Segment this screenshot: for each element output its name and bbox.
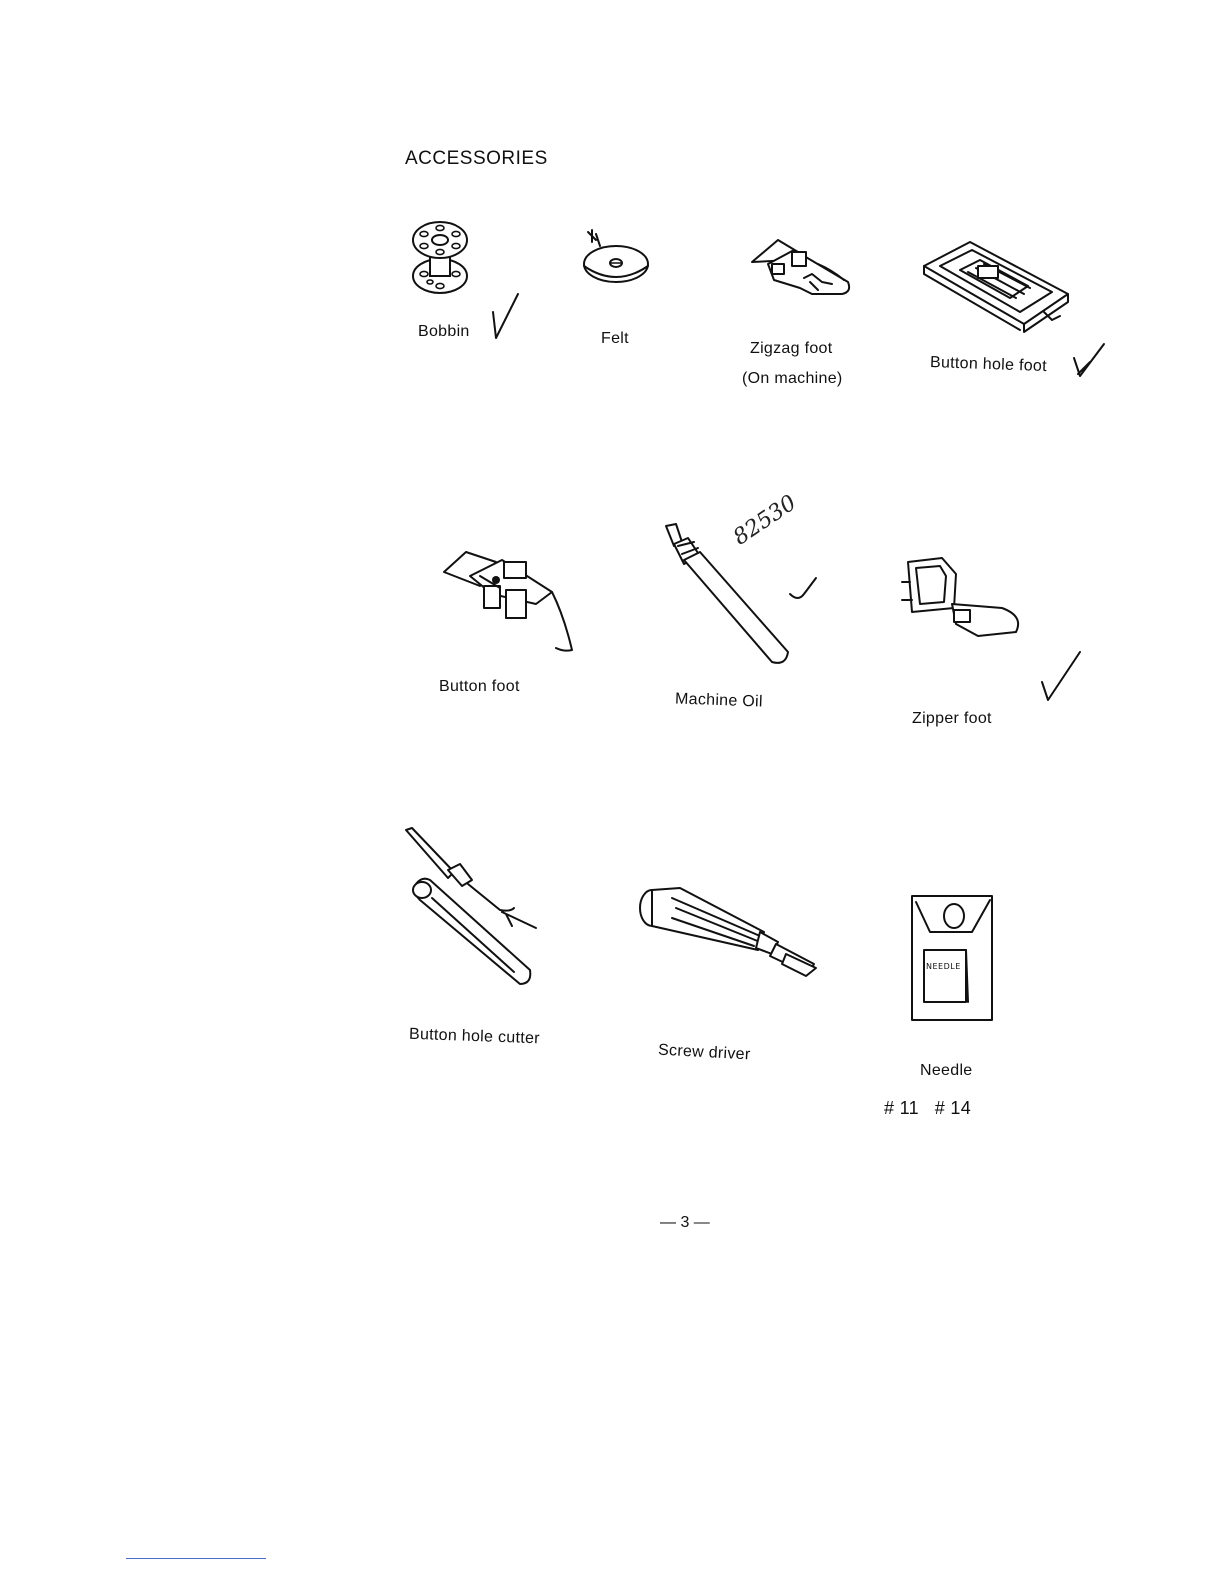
check-mark-icon bbox=[1070, 340, 1110, 380]
check-mark-icon bbox=[786, 574, 822, 604]
button-hole-cutter-icon bbox=[402, 826, 542, 990]
needle-sizes: # 11 # 14 bbox=[884, 1098, 972, 1118]
button-hole-cutter-label: Button hole cutter bbox=[408, 1025, 541, 1048]
page-title: ACCESSORIES bbox=[405, 148, 548, 169]
zigzag-foot-label: Zigzag foot bbox=[750, 340, 833, 357]
machine-oil-label: Machine Oil bbox=[674, 690, 764, 711]
zipper-foot-icon bbox=[898, 552, 1024, 642]
button-hole-foot-label: Button hole foot bbox=[929, 353, 1048, 376]
page-number: — 3 — bbox=[660, 1214, 710, 1231]
zigzag-foot-icon bbox=[748, 234, 854, 304]
bobbin-label: Bobbin bbox=[418, 323, 470, 340]
footer-rule bbox=[126, 1558, 266, 1559]
button-foot-icon bbox=[440, 546, 580, 656]
oil-handwritten-note: 82530 bbox=[728, 490, 802, 551]
felt-label: Felt bbox=[601, 330, 629, 347]
needle-packet-icon bbox=[910, 892, 994, 1022]
screw-driver-label: Screw driver bbox=[657, 1041, 751, 1064]
zigzag-foot-note: (On machine) bbox=[742, 370, 843, 387]
felt-icon bbox=[578, 226, 652, 286]
machine-oil-icon bbox=[660, 520, 790, 668]
bobbin-icon bbox=[410, 218, 490, 300]
check-mark-icon bbox=[488, 290, 528, 344]
screw-driver-icon bbox=[636, 884, 822, 980]
zipper-foot-label: Zipper foot bbox=[912, 710, 992, 727]
button-hole-foot-icon bbox=[920, 236, 1072, 336]
check-mark-icon bbox=[1038, 648, 1088, 704]
button-foot-label: Button foot bbox=[439, 678, 520, 695]
needle-packet-text: NEEDLE bbox=[926, 962, 961, 971]
needle-label: Needle bbox=[920, 1062, 973, 1079]
